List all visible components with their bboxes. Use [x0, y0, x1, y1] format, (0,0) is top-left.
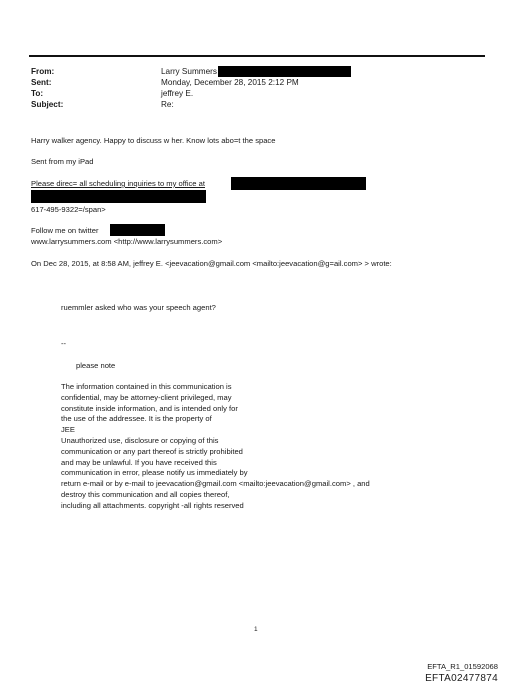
subject-value: Re: [161, 100, 174, 109]
disclaimer-line: communication or any part thereof is strictly prohibited [61, 446, 243, 456]
from-redaction [218, 66, 351, 77]
scheduling-redaction-2 [31, 190, 206, 203]
twitter-line: Follow me on twitter [31, 226, 99, 235]
signature-separator: -- [61, 339, 67, 348]
phone-line: 617-495-9322=/span> [31, 205, 106, 214]
disclaimer-line: JEE [61, 425, 75, 435]
bates-number: EFTA02477874 [425, 673, 498, 684]
from-value: Larry Summers [161, 67, 217, 76]
scheduling-line: Please direc= all scheduling inquiries to my office at [31, 179, 205, 188]
body-line-agency: Harry walker agency. Happy to discuss w her. Know lots abo=t the space [31, 136, 276, 145]
bates-number-r1: EFTA_R1_01592068 [427, 662, 498, 671]
disclaimer-block [61, 382, 370, 512]
to-label: To: [31, 89, 44, 98]
disclaimer-line: communication in error, please notify us immediately by [61, 468, 248, 478]
sent-label: Sent: [31, 78, 52, 87]
disclaimer-line: the use of the addressee. It is the property of [61, 414, 212, 424]
quoted-question: ruemmler asked who was your speech agent? [61, 303, 216, 312]
twitter-redaction [110, 224, 165, 236]
disclaimer-line: return e-mail or by e-mail to jeevacation@gmail.com <mailto:jeevacation@gmail.com> , and [61, 479, 370, 489]
header-rule [29, 55, 485, 57]
disclaimer-line: and may be unlawful. If you have received this [61, 457, 217, 467]
page-number: 1 [254, 626, 258, 633]
quote-intro-line: On Dec 28, 2015, at 8:58 AM, jeffrey E. <jeevacation@gmail.com <mailto:jeevacation@g=ail.com> > wrote: [31, 259, 392, 268]
disclaimer-line: The information contained in this communication is [61, 382, 232, 391]
to-value: jeffrey E. [161, 89, 194, 98]
website-line: www.larrysummers.com <http://www.larrysummers.com> [31, 237, 223, 246]
please-note: please note [76, 361, 116, 370]
disclaimer-line: confidential, may be attorney-client privileged, may [61, 392, 232, 402]
from-label: From: [31, 67, 55, 76]
disclaimer-line: Unauthorized use, disclosure or copying of this [61, 435, 219, 445]
disclaimer-line: constitute inside information, and is intended only for [61, 403, 238, 413]
disclaimer-line: including all attachments. copyright -all rights reserved [61, 500, 244, 510]
disclaimer-line: destroy this communication and all copies thereof, [61, 489, 230, 499]
scheduling-redaction-1 [231, 177, 366, 190]
body-line-ipad: Sent from my iPad [31, 157, 94, 166]
sent-value: Monday, December 28, 2015 2:12 PM [161, 78, 299, 87]
subject-label: Subject: [31, 100, 64, 109]
